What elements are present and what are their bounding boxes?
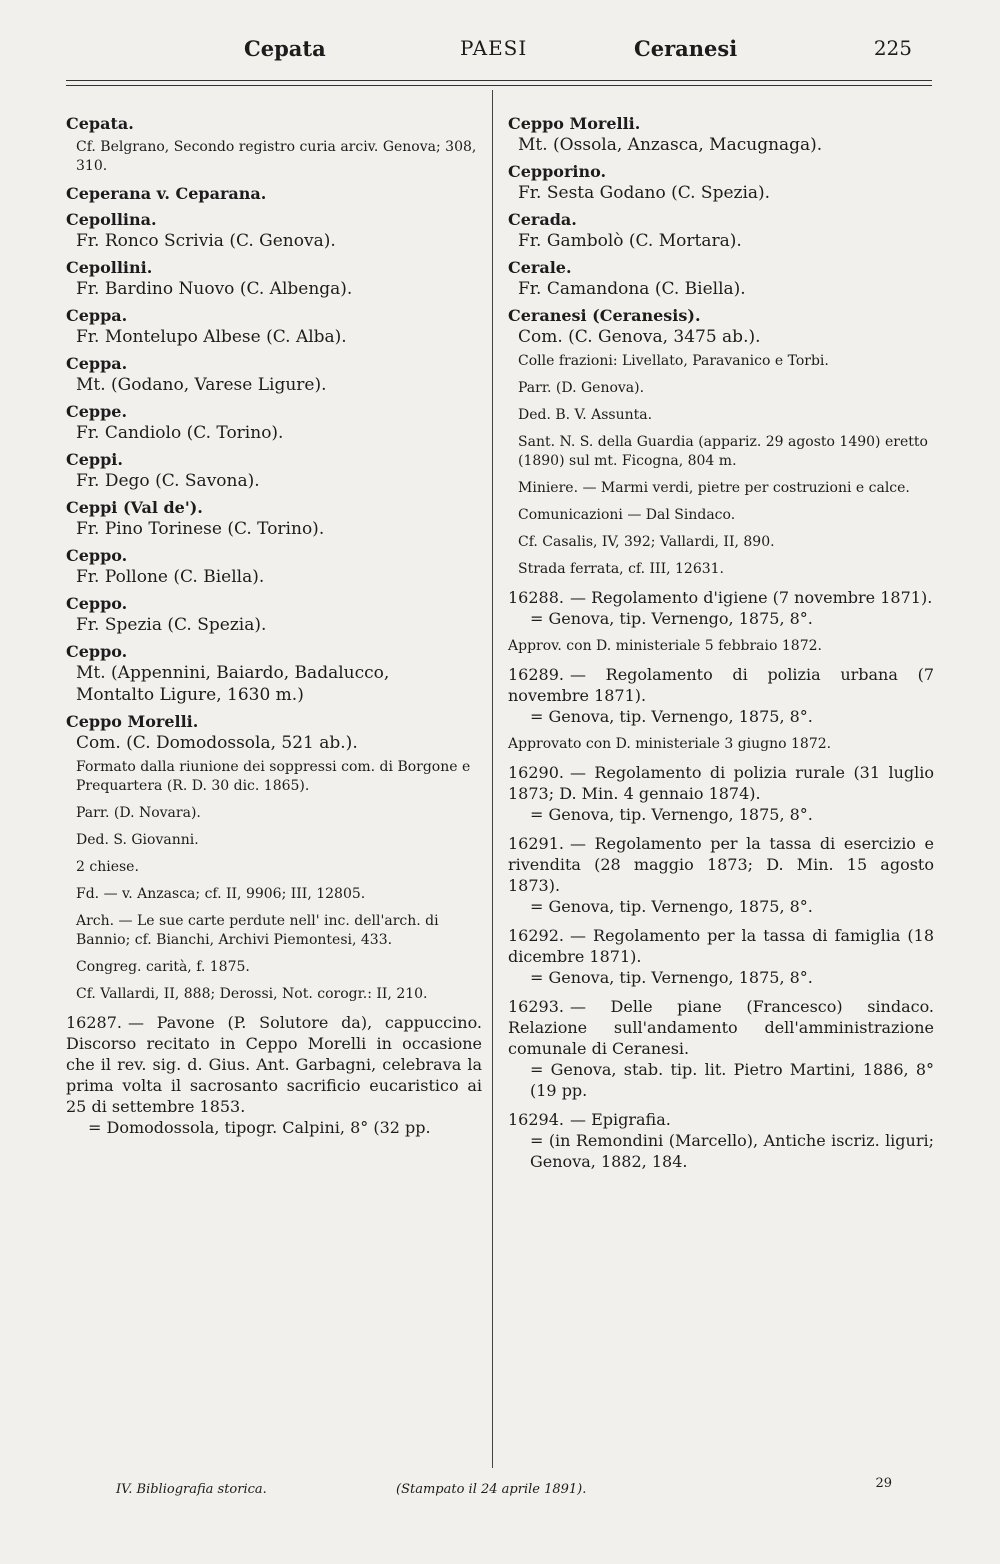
entry-line: Fr. Gambolò (C. Mortara).	[518, 231, 742, 251]
entry-note: Parr. (D. Genova).	[518, 380, 645, 396]
bibliography-item	[508, 925, 934, 988]
item-description: — Regolamento per la tassa di esercizio e rivendita (28 maggio 1873; D. Min. 15 agosto 1873).	[508, 834, 934, 895]
entry-heading: Cerada.	[508, 210, 577, 229]
item-number: 16291.	[508, 834, 564, 853]
entry-heading: Ceppo.	[66, 546, 128, 565]
entry-heading: Ceppo Morelli.	[66, 712, 199, 731]
entry-heading: Ceppo Morelli.	[508, 114, 641, 133]
entry-line: Fr. Dego (C. Savona).	[76, 471, 260, 491]
entry-heading: Cerale.	[508, 258, 572, 277]
entry-heading: Ceppe.	[66, 402, 128, 421]
gazetteer-entry	[66, 184, 482, 204]
entry-note: Ded. B. V. Assunta.	[518, 407, 653, 423]
item-number: 16290.	[508, 763, 564, 782]
gazetteer-entry	[66, 210, 482, 252]
entry-note: Cf. Belgrano, Secondo registro curia arciv. Genova; 308, 310.	[76, 139, 477, 174]
gazetteer-entry	[66, 498, 482, 540]
left-column	[66, 114, 482, 1146]
gazetteer-entry	[66, 354, 482, 396]
footer-sheet-number: 29	[875, 1476, 892, 1491]
bibliography-item	[508, 587, 934, 629]
entry-heading: Ceppa.	[66, 354, 128, 373]
entry-heading: Cepata.	[66, 114, 134, 133]
entry-line: Fr. Bardino Nuovo (C. Albenga).	[76, 279, 353, 299]
gazetteer-entry	[66, 594, 482, 636]
entry-note: Miniere. — Marmi verdi, pietre per costruzioni e calce.	[518, 480, 910, 496]
page-footer	[66, 1476, 932, 1512]
entry-line: Montalto Ligure, 1630 m.)	[76, 685, 304, 705]
entry-heading: Cepollini.	[66, 258, 153, 277]
entry-heading: Cepollina.	[66, 210, 157, 229]
column-divider	[492, 90, 493, 1468]
entry-heading: Ceppa.	[66, 306, 128, 325]
entry-note: Colle frazioni: Livellato, Paravanico e Torbi.	[518, 353, 829, 369]
page-header	[66, 36, 932, 76]
entry-heading: Ceperana v. Ceparana.	[66, 184, 267, 203]
gazetteer-entry	[66, 306, 482, 348]
entry-line: Fr. Camandona (C. Biella).	[518, 279, 746, 299]
running-head-right: Ceranesi	[634, 36, 738, 61]
item-imprint: = Genova, stab. tip. lit. Pietro Martini, 1886, 8° (19 pp.	[530, 1060, 934, 1100]
item-description: — Regolamento di polizia urbana (7 novembre 1871).	[508, 665, 934, 705]
running-head-left: Cepata	[244, 36, 326, 61]
entry-note: 2 chiese.	[76, 859, 139, 875]
item-imprint: = Genova, tip. Vernengo, 1875, 8°.	[530, 609, 813, 628]
entry-note: Ded. S. Giovanni.	[76, 832, 199, 848]
entry-note: Strada ferrata, cf. III, 12631.	[518, 561, 724, 577]
entry-line: Fr. Pino Torinese (C. Torino).	[76, 519, 325, 539]
item-number: 16294.	[508, 1110, 564, 1129]
gazetteer-entry	[66, 642, 482, 706]
footer-signature: IV. Bibliografia storica.	[116, 1482, 267, 1497]
gazetteer-entry	[508, 306, 934, 579]
entry-heading: Ceranesi (Ceranesis).	[508, 306, 701, 325]
item-description: — Delle piane (Francesco) sindaco. Relazione sull'andamento dell'amministrazione comunale di Ceranesi.	[508, 997, 934, 1058]
entry-heading: Cepporino.	[508, 162, 607, 181]
bibliography-item	[508, 664, 934, 727]
bibliography-item	[508, 996, 934, 1101]
gazetteer-entry	[66, 712, 482, 1004]
entry-note: Sant. N. S. della Guardia (appariz. 29 agosto 1490) eretto (1890) sul mt. Ficogna, 804 m.	[518, 434, 928, 469]
item-description: — Regolamento per la tassa di famiglia (18 dicembre 1871).	[508, 926, 934, 966]
entry-line: Fr. Pollone (C. Biella).	[76, 567, 265, 587]
footer-print-date: (Stampato il 24 aprile 1891).	[396, 1482, 587, 1497]
bibliography-item	[508, 833, 934, 917]
entry-line: Fr. Montelupo Albese (C. Alba).	[76, 327, 347, 347]
gazetteer-entry	[508, 210, 934, 252]
entry-note: Cf. Vallardi, II, 888; Derossi, Not. corogr.: II, 210.	[76, 986, 428, 1002]
gazetteer-entry	[66, 450, 482, 492]
bibliography-item	[66, 1012, 482, 1138]
item-number: 16289.	[508, 665, 564, 684]
right-column	[508, 114, 934, 1180]
entry-line: Fr. Candiolo (C. Torino).	[76, 423, 284, 443]
page-number: 225	[873, 36, 912, 60]
entry-line: Com. (C. Domodossola, 521 ab.).	[76, 733, 358, 753]
item-note: Approv. con D. ministeriale 5 febbraio 1872.	[508, 638, 822, 654]
gazetteer-entry	[66, 114, 482, 176]
entry-note: Congreg. carità, f. 1875.	[76, 959, 250, 975]
item-imprint: = (in Remondini (Marcello), Antiche iscriz. liguri; Genova, 1882, 184.	[530, 1131, 934, 1171]
entry-heading: Ceppi.	[66, 450, 123, 469]
entry-line: Fr. Ronco Scrivia (C. Genova).	[76, 231, 336, 251]
item-description: — Epigrafia.	[569, 1110, 671, 1129]
item-number: 16288.	[508, 588, 564, 607]
entry-note: Cf. Casalis, IV, 392; Vallardi, II, 890.	[518, 534, 775, 550]
entry-heading: Ceppi (Val de').	[66, 498, 203, 517]
item-note: Approvato con D. ministeriale 3 giugno 1872.	[508, 736, 832, 752]
item-number: 16287.	[66, 1013, 122, 1032]
gazetteer-entry	[66, 258, 482, 300]
entry-line: Mt. (Appennini, Baiardo, Badalucco,	[76, 663, 390, 683]
header-rule-double	[66, 85, 932, 86]
item-description: — Regolamento di polizia rurale (31 luglio 1873; D. Min. 4 gennaio 1874).	[508, 763, 934, 803]
entry-line: Fr. Sesta Godano (C. Spezia).	[518, 183, 771, 203]
item-imprint: = Genova, tip. Vernengo, 1875, 8°.	[530, 707, 813, 726]
item-number: 16292.	[508, 926, 564, 945]
entry-note: Comunicazioni — Dal Sindaco.	[518, 507, 736, 523]
item-imprint: = Genova, tip. Vernengo, 1875, 8°.	[530, 897, 813, 916]
entry-line: Mt. (Ossola, Anzasca, Macugnaga).	[518, 135, 823, 155]
header-rule	[66, 80, 932, 81]
entry-heading: Ceppo.	[66, 594, 128, 613]
entry-note: Parr. (D. Novara).	[76, 805, 201, 821]
bibliography-item	[508, 1109, 934, 1172]
entry-note: Formato dalla riunione dei soppressi com. di Borgone e Prequartera (R. D. 30 dic. 1865).	[76, 759, 471, 794]
gazetteer-entry	[66, 546, 482, 588]
entry-heading: Ceppo.	[66, 642, 128, 661]
item-imprint: = Domodossola, tipogr. Calpini, 8° (32 pp.	[88, 1118, 431, 1137]
entry-note: Arch. — Le sue carte perdute nell' inc. dell'arch. di Bannio; cf. Bianchi, Archivi Piemontesi, 433.	[76, 913, 439, 948]
gazetteer-entry	[508, 162, 934, 204]
entry-line: Fr. Spezia (C. Spezia).	[76, 615, 267, 635]
running-head-center: PAESI	[460, 36, 528, 60]
item-number: 16293.	[508, 997, 564, 1016]
entry-line: Com. (C. Genova, 3475 ab.).	[518, 327, 761, 347]
entry-note: Fd. — v. Anzasca; cf. II, 9906; III, 12805.	[76, 886, 366, 902]
gazetteer-entry	[508, 114, 934, 156]
entry-line: Mt. (Godano, Varese Ligure).	[76, 375, 327, 395]
bibliography-item	[508, 762, 934, 825]
gazetteer-entry	[508, 258, 934, 300]
item-imprint: = Genova, tip. Vernengo, 1875, 8°.	[530, 968, 813, 987]
item-description: — Regolamento d'igiene (7 novembre 1871).	[569, 588, 933, 607]
gazetteer-entry	[66, 402, 482, 444]
item-imprint: = Genova, tip. Vernengo, 1875, 8°.	[530, 805, 813, 824]
item-description: — Pavone (P. Solutore da), cappuccino. Discorso recitato in Ceppo Morelli in occasione che il rev. sig. d. Gius. Ant. Garbagni, celebrava la prima volta il sacrosanto sacrificio eucaristico ai 25 di settembre 1853.	[66, 1013, 482, 1116]
